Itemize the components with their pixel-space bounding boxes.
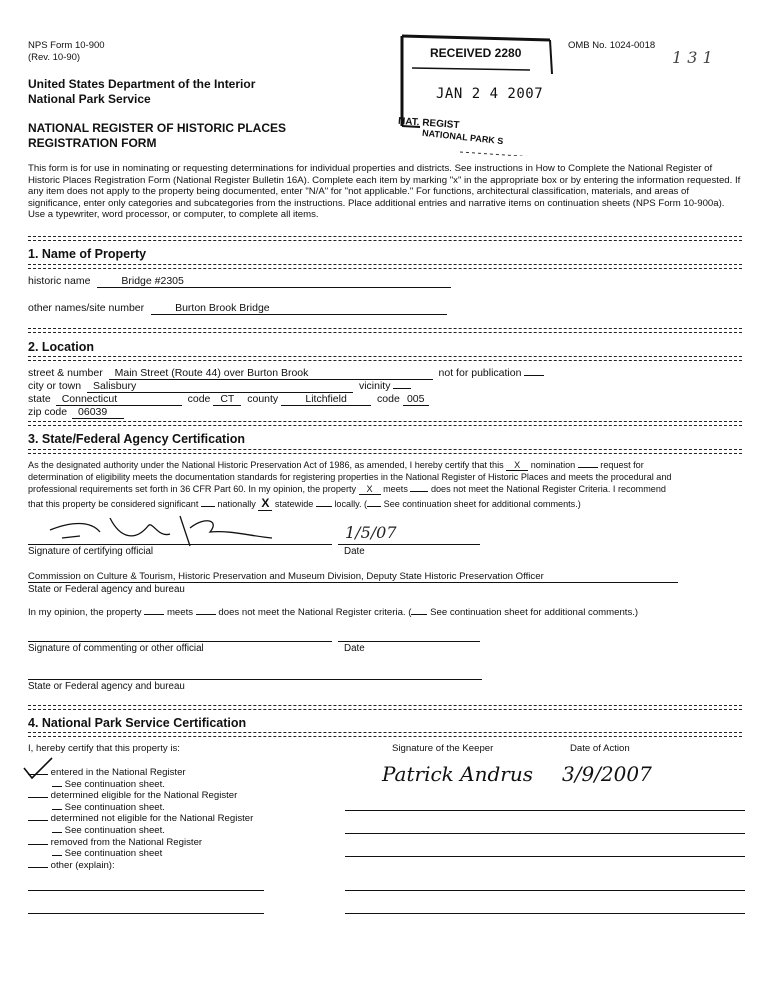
opinion-continuation-checkbox[interactable] [411,614,427,615]
opinion-meets-checkbox[interactable] [144,614,164,615]
cert-text-4a: that this property be considered significant [28,499,199,509]
section-divider [28,705,742,710]
option-eligible-checkbox[interactable] [28,797,48,798]
cert-text-4d: locally. ( [334,499,368,509]
section-divider [28,732,742,737]
cert-text-1a: As the designated authority under the National Historic Preservation Act of 1986, as amended, I hereby certify that this [28,460,504,470]
stamp-received: RECEIVED 2280 [430,46,522,60]
certifying-date-value: 1/5/07 [345,523,397,542]
street-label: street & number [28,367,103,379]
form-number: NPS Form 10-900 [28,40,105,51]
cert-text-4c: statewide [274,499,314,509]
keeper-line[interactable] [345,890,745,891]
date-label: Date [344,546,365,557]
state-field[interactable]: Connecticut [56,393,182,406]
form-revision: (Rev. 10-90) [28,52,81,63]
comment-date-label: Date [344,643,365,654]
opinion-text-d: See continuation sheet for additional comments.) [430,607,639,618]
street-field[interactable]: Main Street (Route 44) over Burton Brook [109,367,433,380]
option-not-eligible-checkbox[interactable] [28,820,48,821]
section-divider [28,328,742,333]
cert-text-3a: professional requirements set forth in 36 CFR Part 60. In my opinion, the property [28,484,357,494]
city-field[interactable]: Salisbury [87,380,353,393]
form-title: NATIONAL REGISTER OF HISTORIC PLACES [28,121,287,135]
meets-checkbox[interactable]: X [359,484,381,495]
opinion-line [28,607,638,618]
nationally-checkbox[interactable] [201,506,215,507]
not-for-publication-field[interactable] [524,375,544,376]
signature-line [28,544,332,545]
section-divider [28,356,742,361]
comment-signature-line[interactable] [28,641,332,642]
agency-field[interactable]: Commission on Culture & Tourism, Historic Preservation and Museum Division, Deputy State Historic Preservation Officer [28,571,678,583]
keeper-line[interactable] [345,856,745,857]
cert-text-3b: meets [383,484,408,494]
county-field[interactable]: Litchfield [281,393,371,406]
zip-row [28,406,124,419]
nps-options-list [28,767,253,871]
zip-label: zip code [28,406,68,418]
date-of-action-value: 3/9/2007 [562,762,652,786]
other-names-field[interactable]: Burton Brook Bridge [151,302,447,315]
locally-checkbox[interactable] [316,506,332,507]
option-eligible: determined eligible for the National Register [28,790,253,802]
section-divider [28,236,742,241]
keeper-signature: Patrick Andrus [382,762,533,786]
zip-field[interactable]: 06039 [72,406,124,419]
certifying-signature [40,508,290,548]
stamp-line1: NAT. REGIST [397,115,460,132]
other-names-row [28,302,447,315]
section-divider [28,421,742,426]
county-code-field[interactable]: 005 [403,393,429,406]
opinion-text-c: does not meet the National Register criteria. ( [218,607,412,618]
state-code-field[interactable]: CT [213,393,241,406]
omb-number: OMB No. 1024-0018 [568,40,656,51]
keeper-certify-text: I, hereby certify that this property is: [28,743,180,754]
option-entered: entered in the National Register [28,767,253,779]
explain-line[interactable] [28,913,264,914]
section-4-title: 4. National Park Service Certification [28,716,247,730]
received-stamp [397,34,558,156]
comment-date-line[interactable] [338,641,480,642]
nomination-checkbox[interactable]: X [506,460,528,471]
statewide-checkbox[interactable]: X [258,496,272,511]
cert-text-2: determination of eligibility meets the documentation standards for registering properties in the National Register of Historic Places and meets the procedural and [28,472,672,482]
agency2-label: State or Federal agency and bureau [28,681,185,692]
agency2-line[interactable] [28,679,482,680]
state-row [28,393,429,406]
not-for-publication-label: not for publication [438,367,522,379]
section-3-title: 3. State/Federal Agency Certification [28,432,245,446]
stamp-line2: NATIONAL PARK S [421,127,504,147]
cert-line-1 [28,460,644,471]
intro-text: This form is for use in nominating or requesting determinations for individual properties and districts. See instructions in How to Complete the National Register of Historic Places Registration Form (National Register Bulletin 16A). Complete each item by marking "x" in the appropriate box or by entering the information requested. If any item does not apply to the property being documented, enter "N/A" for "not applicable." For functions, architectural classification, materials, and areas of significance, enter only categories and subcategories from the instructions. Place additional entries and narrative items on continuation sheets (NPS Form 10-900a). Use a typewriter, word processor, or computer, to complete all items. [28,163,741,221]
department-name: United States Department of the Interior [28,77,256,91]
section-2-title: 2. Location [28,340,94,354]
comment-signature-label: Signature of commenting or other official [28,643,204,654]
historic-name-field[interactable]: Bridge #2305 [97,275,451,288]
agency-label: State or Federal agency and bureau [28,584,185,595]
option-continuation-2: See continuation sheet. [28,802,253,814]
date-of-action-label: Date of Action [570,743,630,754]
option-removed: removed from the National Register [28,837,253,849]
state-label: state [28,393,51,405]
vicinity-field[interactable] [393,388,411,389]
cert-text-1b: nomination [530,460,576,470]
state-code-label: code [187,393,211,405]
county-label: county [247,393,279,405]
does-not-meet-checkbox[interactable] [410,491,428,492]
city-row [28,380,411,393]
cert-text-4b: nationally [217,499,256,509]
historic-name-row [28,275,451,288]
option-continuation-3: See continuation sheet. [28,825,253,837]
option-other-checkbox[interactable] [28,867,48,868]
option-other: other (explain): [28,860,253,872]
section-divider [28,449,742,454]
keeper-line[interactable] [345,810,745,811]
cert-text-1c: request for [600,460,644,470]
corner-annotation: 1 3 1 [672,48,713,67]
section-divider [28,264,742,269]
cert-text-3c: does not meet the National Register Criteria. I recommend [430,484,666,494]
date-line [338,544,480,545]
city-label: city or town [28,380,82,392]
stamp-date: JAN 2 4 2007 [436,86,544,102]
option-not-eligible: determined not eligible for the National Register [28,813,253,825]
option-continuation-4: See continuation sheet [28,848,253,860]
county-code-label: code [377,393,400,405]
cert-text-4e: See continuation sheet for additional comments.) [383,499,581,509]
signature-label: Signature of certifying official [28,546,154,557]
other-names-label: other names/site number [28,302,145,314]
keeper-line[interactable] [345,913,745,914]
request-checkbox[interactable] [578,467,598,468]
vicinity-label: vicinity [358,380,391,392]
option-removed-checkbox[interactable] [28,844,48,845]
agency-name: National Park Service [28,92,151,106]
option-entered-checkbox[interactable] [28,774,48,775]
historic-name-label: historic name [28,275,91,287]
opinion-text-a: In my opinion, the property [28,607,142,618]
opinion-not-meet-checkbox[interactable] [196,614,216,615]
opinion-text-b: meets [166,607,194,618]
cert-line-3 [28,484,666,495]
keeper-line[interactable] [345,833,745,834]
explain-line[interactable] [28,890,264,891]
option-continuation-1: See continuation sheet. [28,779,253,791]
section-1-title: 1. Name of Property [28,247,147,261]
street-row [28,367,544,380]
form-subtitle: REGISTRATION FORM [28,136,157,150]
keeper-signature-label: Signature of the Keeper [392,743,494,754]
continuation-checkbox-3[interactable] [367,506,381,507]
